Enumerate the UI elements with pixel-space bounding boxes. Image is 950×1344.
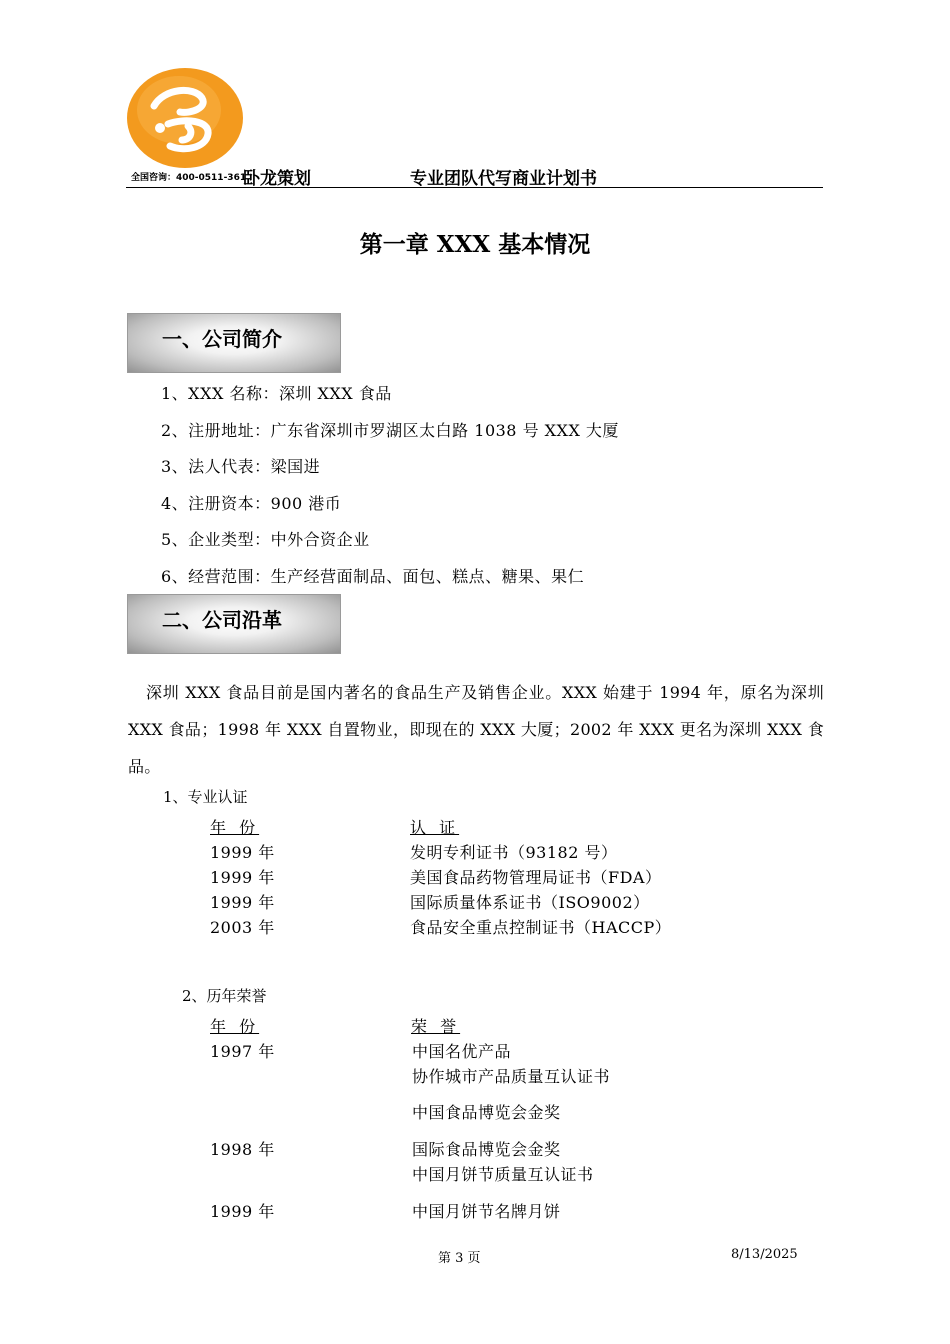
honor-year: 1997 年 [210,1042,275,1061]
header-rule [126,187,823,188]
company-logo [124,66,246,172]
info-item-name: 1、XXX 名称：深圳 XXX 食品 [161,384,392,403]
honor-item: 国际食品博览会金奖 [412,1140,561,1159]
cert-item: 美国食品药物管理局证书（FDA） [410,868,662,887]
info-item-capital: 4、注册资本：900 港币 [161,494,342,513]
section-heading-text: 二、公司沿革 [162,608,282,632]
cert-year: 1999 年 [210,843,275,862]
history-paragraph: 深圳 XXX 食品目前是国内著名的食品生产及销售企业。XXX 始建于 1994 年，原名为深圳 XXX 食品；1998 年 XXX 自置物业，即现在的 XXX 大厦；2002 年 XXX 更名为深圳 XXX 食品。 [128,683,824,776]
cert-col-year: 年 份 [210,818,260,837]
cert-year: 1999 年 [210,893,275,912]
cert-item: 食品安全重点控制证书（HACCP） [410,918,672,937]
header-phone: 全国咨询：400-0511-361 [131,173,247,183]
cert-year: 1999 年 [210,868,275,887]
honor-item: 中国名优产品 [412,1042,512,1061]
header-tagline: 专业团队代写商业计划书 [410,169,597,189]
honor-col-item: 荣 誉 [411,1017,461,1036]
honor-year: 1999 年 [210,1202,275,1221]
cert-year: 2003 年 [210,918,275,937]
honor-year: 1998 年 [210,1140,275,1159]
section-heading-company-profile [127,313,341,373]
chapter-title: 第一章 XXX 基本情况 [359,231,591,258]
footer-page-number: 第 3 页 [438,1251,481,1266]
honors-label: 2、历年荣誉 [182,987,267,1005]
info-item-legal-rep: 3、法人代表：梁国进 [161,457,321,476]
section-heading-text: 一、公司简介 [162,327,282,351]
info-item-scope: 6、经营范围：生产经营面制品、面包、糕点、糖果、果仁 [161,567,585,586]
cert-col-item: 认 证 [410,818,460,837]
honor-item: 中国食品博览会金奖 [412,1103,561,1122]
footer-date: 8/13/2025 [731,1247,798,1262]
honor-item: 中国月饼节名牌月饼 [412,1202,561,1221]
info-item-address: 2、注册地址：广东省深圳市罗湖区太白路 1038 号 XXX 大厦 [161,421,619,440]
header-brand: 卧龙策划 [243,169,311,189]
info-item-type: 5、企业类型：中外合资企业 [161,530,370,549]
cert-item: 发明专利证书（93182 号） [410,843,618,862]
honor-col-year: 年 份 [210,1017,260,1036]
honor-item: 协作城市产品质量互认证书 [412,1067,611,1086]
honor-item: 中国月饼节质量互认证书 [412,1165,594,1184]
section-heading-company-history [127,594,341,654]
certifications-label: 1、专业认证 [163,788,248,806]
cert-item: 国际质量体系证书（ISO9002） [410,893,650,912]
